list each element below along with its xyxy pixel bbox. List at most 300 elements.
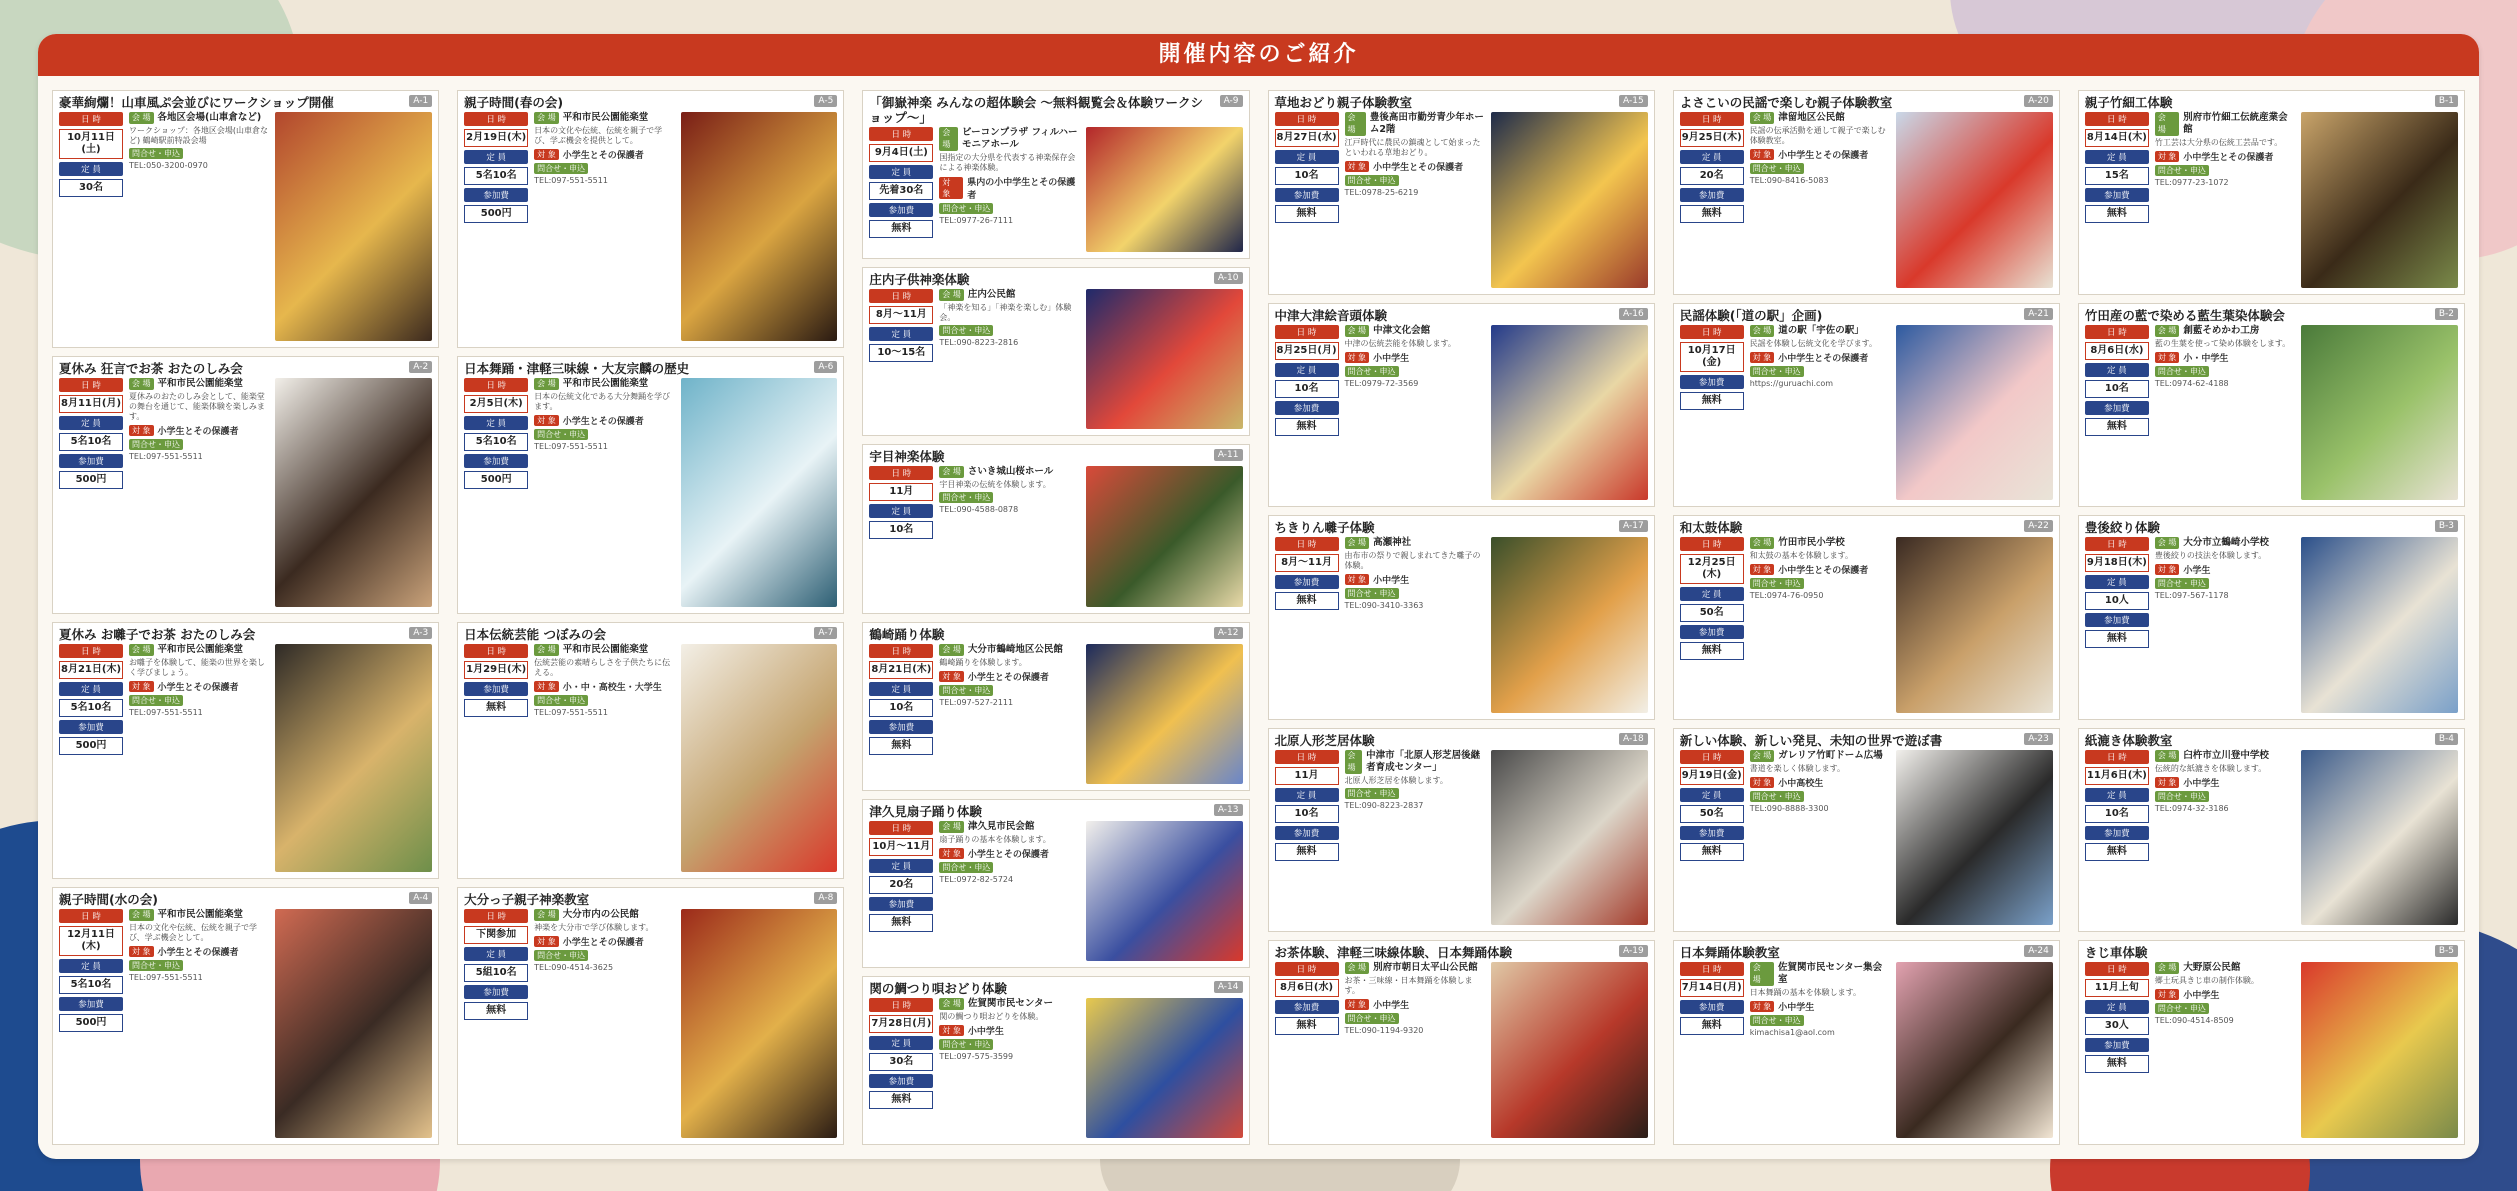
event-contact[interactable]: https://guruachi.com [1749,378,1834,388]
target-text: 小中学生 [2183,991,2220,1002]
event-target [939,175,1079,201]
event-date: 9月4日(土) [869,144,933,162]
fee-label: 参加費 [869,203,933,217]
event-contact[interactable]: TEL:0974-76-0950 [1749,591,1824,601]
event-title: 豊後絞り体験 [2084,520,2160,536]
event-contact[interactable]: TEL:097-567-1178 [2154,591,2229,601]
event-card[interactable] [2078,90,2465,295]
event-target [2155,563,2295,576]
event-description: 日本の伝統文化である大分舞踊を学びます。 [534,391,671,411]
event-venue [1345,325,1485,337]
event-card[interactable] [1673,940,2060,1145]
event-photo [275,112,432,341]
event-card[interactable] [862,444,1249,613]
venue-tag: 会 場 [534,909,559,921]
event-card-body [1269,750,1654,932]
target-text: 県内の小中学生とその保護者 [967,178,1076,201]
event-card[interactable] [1673,303,2060,508]
event-contact[interactable]: TEL:090-4514-8509 [2154,1016,2234,1026]
event-venue [534,644,674,656]
fee-label: 参加費 [869,1074,933,1088]
event-description: 日本の文化や伝統、伝統を親子で学び、学ぶ機会として。 [129,923,257,943]
event-column [457,90,844,1145]
capacity-label: 定 員 [869,859,933,873]
date-label: 日 時 [1680,537,1744,551]
event-venue [534,378,674,390]
event-card-header [863,800,1248,821]
event-description: 書道を楽しく体験します。 [1749,763,1846,773]
event-contact[interactable]: TEL:090-1194-9320 [1344,1026,1424,1036]
event-target [2155,988,2295,1001]
event-description: 「神楽を知る」「神楽を楽しむ」体験会。 [939,303,1072,323]
event-title: 津久見扇子踊り体験 [869,803,982,819]
target-tag: 対 象 [1345,352,1370,363]
event-capacity: 5名10名 [59,976,123,994]
event-fee: 無料 [1275,592,1339,610]
fee-label: 参加費 [1680,826,1744,840]
date-label: 日 時 [1680,962,1744,976]
venue-tag: 会 場 [939,466,964,478]
event-target [1750,351,1890,364]
target-tag: 対 象 [1750,777,1775,788]
event-details [1750,112,1890,288]
event-meta [464,378,528,607]
venue-name: 大分市内の公民館 [562,909,639,921]
event-photo [1896,325,2053,501]
event-meta [1680,750,1744,926]
event-card-body [458,378,843,613]
venue-tag: 会 場 [129,112,154,124]
event-contact[interactable]: TEL:0977-26-7111 [939,216,1014,225]
event-date: 9月19日(金) [1680,767,1744,785]
event-contact[interactable]: TEL:0978-25-6219 [1344,188,1419,197]
event-card-body [863,644,1248,790]
venue-name: さいき城山桜ホール [967,466,1054,478]
event-card[interactable] [457,356,844,614]
event-details [1750,962,1890,1138]
event-code-badge: A-4 [409,892,432,904]
event-code-badge: A-8 [814,892,837,904]
date-label: 日 時 [1680,750,1744,764]
fee-label: 参加費 [2085,401,2149,415]
event-description: 民謡の伝承活動を通して親子で楽しむ体験教室。 [1749,126,1886,145]
fee-label: 参加費 [1275,575,1339,589]
event-details [534,378,674,607]
event-card[interactable] [52,356,439,614]
capacity-label: 定 員 [1680,587,1744,601]
event-apply [939,1039,1079,1050]
fee-label: 参加費 [464,985,528,999]
capacity-label: 定 員 [1680,788,1744,802]
target-tag: 対 象 [939,177,963,199]
event-photo [1491,750,1648,926]
event-photo [2301,325,2458,501]
event-title: 紙漉き体験教室 [2084,732,2173,748]
venue-name: 中津文化会館 [1373,324,1431,336]
event-contact[interactable]: TEL:090-3410-3363 [1344,601,1424,611]
event-meta [59,378,123,607]
target-tag: 対 象 [534,415,559,426]
event-photo [1086,644,1243,784]
event-card[interactable] [1268,515,1655,720]
event-code-badge: A-7 [814,627,837,639]
event-capacity: 10名 [1275,805,1339,823]
date-label: 日 時 [1275,750,1339,764]
event-photo [1086,466,1243,606]
event-fee: 無料 [2085,843,2149,861]
event-contact[interactable]: TEL:097-551-5511 [534,176,608,185]
event-description: ワークショップ：各地区会場(山車倉など) 鶴崎駅前特設会場 [129,126,268,145]
event-description: 鶴崎踊りを体験します。 [939,657,1027,667]
event-photo [1086,289,1243,429]
event-contact[interactable]: TEL:090-4514-3625 [534,963,614,973]
event-contact[interactable]: TEL:090-8223-2816 [939,338,1019,348]
event-card[interactable] [1673,90,2060,295]
event-contact[interactable]: TEL:097-551-5511 [129,973,203,983]
event-card[interactable] [457,90,844,348]
event-date: 8月～11月 [1275,554,1339,572]
event-card-body [53,644,438,879]
venue-name: 中津市「北原人形芝居後継者育成センター」 [1366,749,1481,773]
event-details [1750,537,1890,713]
event-card[interactable] [1673,515,2060,720]
event-fee: 無料 [1680,392,1744,410]
event-title: 夏休み 狂言でお茶 おたのしみ会 [59,360,243,376]
event-card[interactable] [2078,728,2465,933]
event-contact[interactable]: TEL:0977-23-1072 [2154,178,2229,187]
event-card[interactable] [52,90,439,348]
event-fee: 無料 [869,220,933,238]
event-details [1750,325,1890,501]
event-meta [1680,537,1744,713]
fee-label: 参加費 [464,454,528,468]
venue-tag: 会 場 [534,378,559,390]
event-details [129,112,269,341]
event-description: 藍の生葉を使って染め体験をします。 [2154,338,2291,348]
venue-tag: 会 場 [939,644,964,656]
capacity-label: 定 員 [869,327,933,341]
date-label: 日 時 [464,112,528,126]
event-card-body [2079,325,2464,507]
event-fee: 無料 [1275,418,1339,436]
event-description: 夏休みのおたのしみ会として、能楽堂の舞台を通じて、能楽体験を楽しみます。 [129,391,265,421]
event-details [939,127,1079,252]
venue-name: 高瀬神社 [1373,537,1412,549]
event-card-header [863,445,1248,466]
event-title: 「御嶽神楽 みんなの超体験会 ～無料観覧会＆体験ワークショップ～」 [869,95,1204,125]
event-card[interactable] [2078,515,2465,720]
fee-label: 参加費 [2085,188,2149,202]
event-contact[interactable]: TEL:097-551-5511 [534,707,608,717]
event-contact[interactable]: TEL:0974-32-3186 [2154,803,2229,813]
event-target [534,414,674,427]
event-title: 鶴崎踊り体験 [869,626,945,642]
event-meta [869,998,933,1138]
event-card[interactable] [457,887,844,1145]
event-contact[interactable]: TEL:050-3200-0970 [129,161,208,170]
event-code-badge: A-23 [2024,733,2053,745]
event-card-header [2079,304,2464,325]
target-tag: 対 象 [1345,574,1370,585]
event-capacity: 30名 [59,179,123,197]
event-date: 2月5日(木) [464,395,528,413]
event-column [1268,90,1655,1145]
event-capacity: 50名 [1680,805,1744,823]
apply-tag: 問合せ・申込 [939,862,993,873]
apply-tag: 問合せ・申込 [534,950,588,961]
event-card-header [458,623,843,644]
event-title: 民謡体験(「道の駅」企画) [1679,307,1823,323]
event-fee: 無料 [869,737,933,755]
event-card-body [1674,750,2059,932]
event-title: 親子時間(春の会) [464,95,564,110]
event-description: 関の鯛つり唄おどりを体験。 [939,1011,1044,1021]
event-meta [869,821,933,961]
event-title: 竹田産の藍で染める藍生葉染体験会 [2084,307,2285,323]
event-description: 由布市の祭りで親しまれてきた囃子の体験。 [1344,551,1481,571]
event-contact[interactable]: TEL:097-551-5511 [129,451,203,461]
venue-tag: 会 場 [1750,750,1775,762]
event-card[interactable] [1268,728,1655,933]
event-venue [129,644,269,656]
event-date: 8月～11月 [869,306,933,324]
event-card[interactable] [862,976,1249,1145]
event-meta [869,466,933,606]
target-tag: 対 象 [1750,1001,1775,1012]
event-card[interactable] [52,622,439,880]
event-date: 下関参加 [464,926,528,944]
event-contact[interactable]: TEL:0972-82-5724 [939,874,1014,884]
venue-tag: 会 場 [939,998,964,1010]
venue-tag: 会 場 [1750,537,1775,549]
event-contact[interactable]: kimachisa1@aol.com [1749,1028,1835,1038]
venue-tag: 会 場 [129,909,154,921]
event-venue [939,289,1079,301]
event-venue [939,644,1079,656]
event-card-body [53,378,438,613]
event-photo [2301,750,2458,926]
capacity-label: 定 員 [464,150,528,164]
venue-tag: 会 場 [1345,962,1370,974]
venue-name: 創藍そめかわ工房 [2183,324,2260,336]
target-text: 小学生とその保護者 [562,151,644,161]
event-card[interactable] [1268,90,1655,295]
event-contact[interactable]: TEL:090-4588-0878 [939,505,1019,515]
venue-name: 道の駅「宇佐の駅」 [1778,324,1864,336]
event-card-body [1674,112,2059,294]
event-card[interactable] [862,267,1249,436]
event-capacity: 20名 [869,876,933,894]
event-date: 8月6日(水) [1275,979,1339,997]
event-contact[interactable]: TEL:097-575-3599 [939,1051,1014,1061]
event-photo [275,909,432,1138]
capacity-label: 定 員 [869,1036,933,1050]
event-apply [129,439,269,450]
event-target [2155,150,2295,163]
venue-tag: 会 場 [1345,750,1363,774]
target-text: 小中学生 [2183,778,2220,789]
event-card-header [1269,91,1654,112]
venue-tag: 会 場 [1750,325,1775,337]
event-card[interactable] [2078,940,2465,1145]
event-code-badge: B-1 [2435,95,2458,107]
date-label: 日 時 [464,378,528,392]
event-contact[interactable]: TEL:0974-62-4188 [2154,378,2229,388]
event-card[interactable] [862,622,1249,791]
venue-name: 平和市民公園能楽堂 [562,643,649,655]
venue-name: ガレリア竹町ドーム広場 [1778,749,1883,761]
event-venue [2155,325,2295,337]
event-contact[interactable]: TEL:090-8416-5083 [1749,176,1829,185]
event-card-body [863,289,1248,435]
target-tag: 対 象 [534,936,559,947]
fee-label: 参加費 [464,682,528,696]
capacity-label: 定 員 [1275,150,1339,164]
event-fee: 無料 [1680,205,1744,223]
event-venue [2155,750,2295,762]
event-card-header [1674,516,2059,537]
event-card-header [53,623,438,644]
event-card-header [1269,729,1654,750]
event-venue [939,127,1079,151]
event-title: 和太鼓体験 [1679,520,1743,536]
event-contact[interactable]: TEL:0979-72-3569 [1344,378,1419,388]
event-title: 新しい体験、新しい発見、未知の世界で遊ぼ書 [1679,732,1943,748]
event-card[interactable] [457,622,844,880]
venue-name: 大分市立鶴崎小学校 [2183,537,2269,549]
apply-tag: 問合せ・申込 [1345,366,1399,377]
event-card[interactable] [2078,303,2465,508]
event-column [52,90,439,1145]
date-label: 日 時 [1275,537,1339,551]
event-code-badge: B-5 [2435,945,2458,957]
event-details [2155,537,2295,713]
event-meta [1275,325,1339,501]
event-code-badge: A-24 [2024,945,2053,957]
event-card[interactable] [862,90,1249,259]
event-fee: 無料 [869,914,933,932]
apply-tag: 問合せ・申込 [1345,788,1399,799]
event-code-badge: A-16 [1619,308,1648,320]
event-details [939,289,1079,429]
event-apply [1750,1015,1890,1026]
event-capacity: 30名 [869,1053,933,1071]
event-apply [939,203,1079,214]
venue-name: 大分市鶴崎地区公民館 [967,643,1063,655]
event-apply [129,148,269,159]
event-photo [681,909,838,1138]
event-card[interactable] [1268,940,1655,1145]
apply-tag: 問合せ・申込 [129,960,183,971]
target-text: 小中学生 [1373,576,1410,587]
event-target [1750,1000,1890,1013]
event-photo [275,378,432,607]
event-card[interactable] [52,887,439,1145]
event-card[interactable] [862,799,1249,968]
event-title: よさこいの民謡で楽しむ親子体験教室 [1679,95,1893,110]
event-fee: 500円 [59,471,123,489]
event-capacity: 10名 [2085,380,2149,398]
target-text: 小学生とその保護者 [157,682,239,693]
event-capacity: 50名 [1680,604,1744,622]
event-photo [1086,821,1243,961]
event-capacity: 10名 [1275,380,1339,398]
event-meta [464,112,528,341]
target-tag: 対 象 [2155,989,2180,1000]
event-card-body [1674,537,2059,719]
target-text: 小学生とその保護者 [562,938,644,949]
target-text: 小・中・高校生・大学生 [562,682,662,693]
event-photo [1491,112,1648,288]
event-meta [59,644,123,873]
capacity-label: 定 員 [59,959,123,973]
venue-name: 津留地区公民館 [1778,112,1845,123]
fee-label: 参加費 [869,897,933,911]
event-date: 2月19日(木) [464,129,528,147]
event-title: お茶体験、津軽三味線体験、日本舞踊体験 [1274,945,1513,961]
event-date: 7月14日(月) [1680,979,1744,997]
event-card-header [53,357,438,378]
event-target [939,670,1079,683]
target-tag: 対 象 [2155,151,2180,162]
date-label: 日 時 [869,644,933,658]
event-target [1750,148,1890,161]
event-contact[interactable]: TEL:090-8223-2837 [1344,800,1424,810]
event-description: 宇目神楽の伝統を体験します。 [939,480,1051,490]
event-meta [2085,962,2149,1138]
event-apply [534,695,674,706]
event-code-badge: A-15 [1619,95,1648,107]
content-sheet [38,34,2479,1159]
event-details [1345,325,1485,501]
event-contact[interactable]: TEL:097-551-5511 [129,707,203,717]
venue-tag: 会 場 [2155,537,2180,549]
venue-tag: 会 場 [1750,962,1774,986]
event-description: 伝統芸能の素晴らしさを子供たちに伝える。 [534,657,671,677]
target-tag: 対 象 [129,946,154,957]
event-card-header [863,977,1248,998]
event-description: 日本舞踊の基本を体験します。 [1749,988,1862,998]
event-card[interactable] [1673,728,2060,933]
event-target [1345,351,1485,364]
event-description: 竹工芸は大分県の伝統工芸品です。 [2154,138,2283,147]
event-contact[interactable]: TEL:097-527-2111 [939,697,1014,707]
apply-tag: 問合せ・申込 [939,203,993,214]
event-photo [2301,537,2458,713]
event-description: 郷土玩具きじ車の制作体験。 [2154,976,2259,986]
event-apply [1750,791,1890,802]
venue-tag: 会 場 [2155,750,2180,762]
event-contact[interactable]: TEL:090-8888-3300 [1749,803,1829,813]
event-venue [534,112,674,124]
venue-tag: 会 場 [1345,112,1366,136]
event-capacity: 5組10名 [464,964,528,982]
venue-name: 平和市民公園能楽堂 [562,377,649,389]
event-card-header [2079,729,2464,750]
event-date: 11月 [1275,767,1339,785]
event-photo [1086,998,1243,1138]
event-title: 草地おどり親子体験教室 [1274,95,1413,110]
venue-name: 平和市民公園能楽堂 [562,112,649,123]
event-columns [52,90,2465,1145]
event-target [1750,776,1890,789]
apply-tag: 問合せ・申込 [1345,175,1399,186]
target-tag: 対 象 [129,681,154,692]
event-capacity: 10名 [869,521,933,539]
event-card[interactable] [1268,303,1655,508]
event-contact[interactable]: TEL:097-551-5511 [534,441,608,451]
event-capacity: 10名 [869,699,933,717]
